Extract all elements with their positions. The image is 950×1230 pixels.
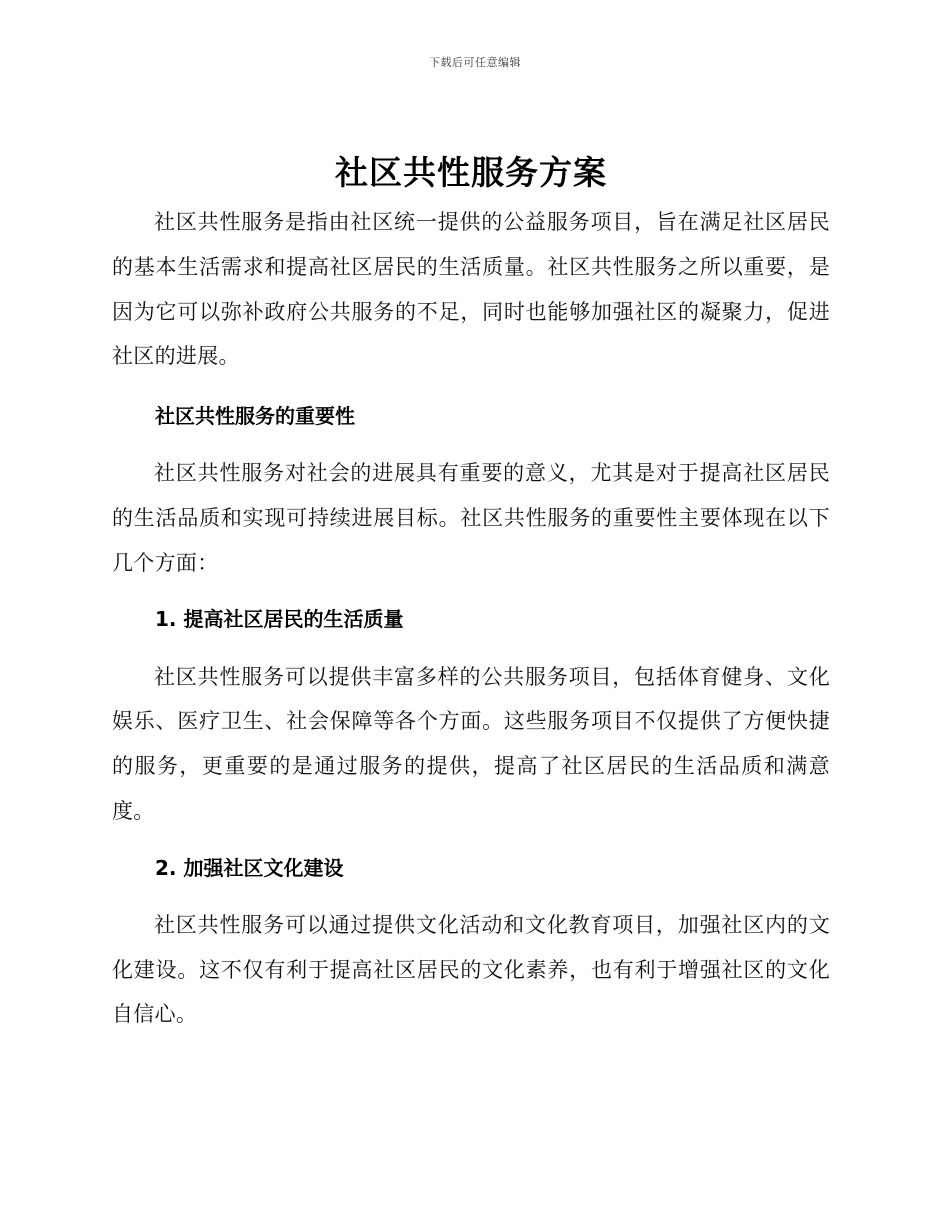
- intro-paragraph: 社区共性服务是指由社区统一提供的公益服务项目，旨在满足社区居民的基本生活需求和提高社区居民的生活质量。社区共性服务之所以重要，是因为它可以弥补政府公共服务的不足，同时也能够加强社区的凝聚力，促进社区的进展。: [112, 210, 830, 369]
- document-body: [112, 150, 830, 1037]
- page-header-note: 下载后可任意编辑: [429, 56, 521, 69]
- section-paragraph-quality-of-life: 社区共性服务可以提供丰富多样的公共服务项目，包括体育健身、文化娱乐、医疗卫生、社会保障等各个方面。这些服务项目不仅提供了方便快捷的服务，更重要的是通过服务的提供，提高了社区居民的生活品质和满意度。: [112, 664, 830, 823]
- section-paragraph-importance: 社区共性服务对社会的进展具有重要的意义，尤其是对于提高社区居民的生活品质和实现可持续进展目标。社区共性服务的重要性主要体现在以下几个方面：: [112, 461, 830, 575]
- section-heading-importance: 社区共性服务的重要性: [155, 404, 355, 429]
- section-heading-culture: 2. 加强社区文化建设: [155, 855, 344, 880]
- section-paragraph-culture: 社区共性服务可以通过提供文化活动和文化教育项目，加强社区内的文化建设。这不仅有利于提高社区居民的文化素养，也有利于增强社区的文化自信心。: [112, 912, 830, 1027]
- document-title: 社区共性服务方案: [335, 153, 607, 192]
- section-heading-quality-of-life: 1. 提高社区居民的生活质量: [155, 606, 404, 631]
